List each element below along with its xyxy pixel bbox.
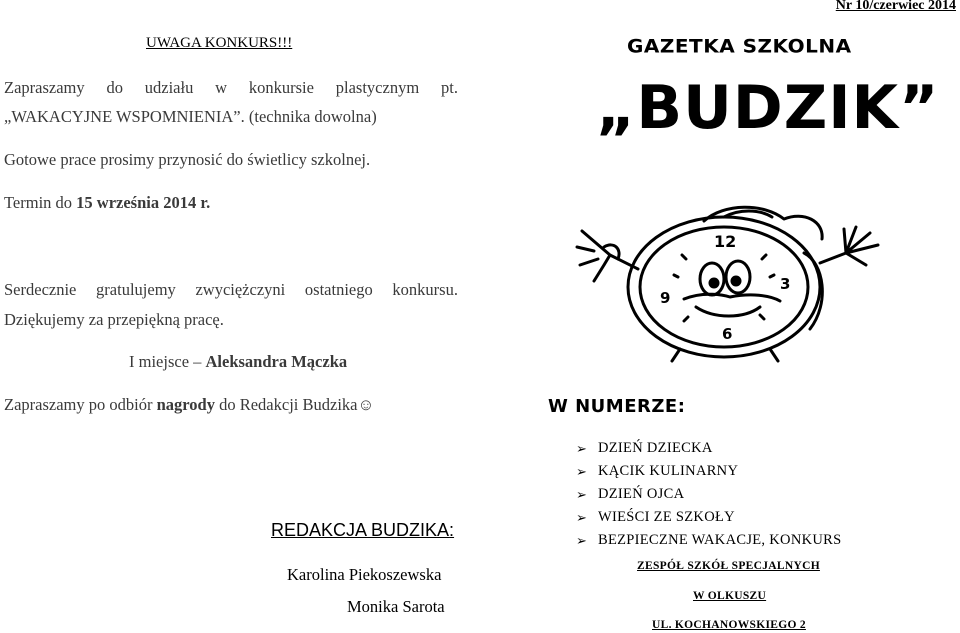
toc-item [576, 506, 841, 529]
editorial-title-colon: : [449, 520, 455, 540]
invite-word: konkursie [248, 78, 314, 97]
toc-item-label: WIEŚCI ZE SZKOŁY [598, 509, 735, 525]
congrats-word: zwyciężczyni [195, 280, 286, 299]
toc-item-label: BEZPIECZNE WAKACJE, KONKURS [598, 532, 842, 548]
cartoon-alarm-clock-icon [574, 203, 882, 363]
magazine-name: „BUDZIK” [596, 73, 940, 143]
editor-name: Monika Sarota [347, 597, 445, 616]
pickup-bold: nagrody [156, 395, 215, 414]
toc-list [576, 437, 841, 552]
contest-theme: „WAKACYJNE WSPOMNIENIA”. (technika dowolna) [4, 107, 377, 126]
svg-text:12: 12 [714, 232, 737, 251]
toc-item [576, 437, 841, 460]
pickup-line [4, 395, 374, 415]
congrats-thanks: Dziękujemy za przepiękną pracę. [4, 310, 224, 329]
congrats-word: ostatniego [304, 280, 373, 299]
toc-item [576, 483, 841, 506]
arrow-bullet-icon: ➢ [576, 509, 587, 525]
contest-title: UWAGA KONKURS!!! [146, 35, 293, 51]
deadline-date: 15 września 2014 r. [76, 193, 211, 212]
magazine-title: GAZETKA SZKOLNA [627, 34, 852, 58]
school-city: W OLKUSZU [693, 590, 767, 602]
toc-item-label: KĄCIK KULINARNY [598, 463, 739, 479]
school-address: UL. KOCHANOWSKIEGO 2 [652, 619, 806, 631]
invite-word: w [215, 78, 228, 97]
pickup-start: Zapraszamy po odbiór [4, 395, 153, 414]
editor-name: Karolina Piekoszewska [287, 565, 442, 584]
invite-word: do [106, 78, 123, 97]
toc-item-label: DZIEŃ OJCA [598, 486, 685, 502]
toc-item-label: DZIEŃ DZIECKA [598, 440, 713, 456]
toc-title: W NUMERZE: [548, 396, 686, 417]
congrats-line [4, 280, 458, 300]
congrats-word: gratulujemy [96, 280, 176, 299]
contest-deadline [4, 193, 210, 213]
invite-word: pt. [440, 78, 458, 97]
contest-delivery: Gotowe prace prosimy przynosić do świetlicy szkolnej. [4, 150, 371, 169]
svg-text:9: 9 [660, 289, 671, 307]
svg-text:3: 3 [780, 275, 791, 293]
arrow-bullet-icon: ➢ [576, 463, 587, 479]
congrats-word: konkursu. [392, 280, 458, 299]
editorial-title-text: REDAKCJA BUDZIKA [271, 520, 450, 540]
winner-name: Aleksandra Mączka [205, 352, 348, 371]
svg-text:6: 6 [722, 325, 733, 343]
place-prefix: I miejsce – [129, 352, 202, 371]
congrats-word: Serdecznie [4, 280, 77, 299]
arrow-bullet-icon: ➢ [576, 486, 587, 502]
editorial-title [271, 520, 454, 541]
arrow-bullet-icon: ➢ [576, 440, 587, 456]
invite-word: udziału [144, 78, 194, 97]
toc-item [576, 460, 841, 483]
school-name: ZESPÓŁ SZKÓŁ SPECJALNYCH [637, 560, 820, 572]
pickup-end: do Redakcji Budzika☺ [219, 395, 375, 414]
arrow-bullet-icon: ➢ [576, 532, 587, 548]
toc-item [576, 529, 841, 552]
issue-number: Nr 10/czerwiec 2014 [835, 0, 956, 13]
invite-word: Zapraszamy [4, 78, 85, 97]
contest-invite-line [4, 78, 458, 98]
invite-word: plastycznym [335, 78, 420, 97]
winner-line [129, 352, 347, 372]
deadline-prefix: Termin do [4, 193, 73, 212]
